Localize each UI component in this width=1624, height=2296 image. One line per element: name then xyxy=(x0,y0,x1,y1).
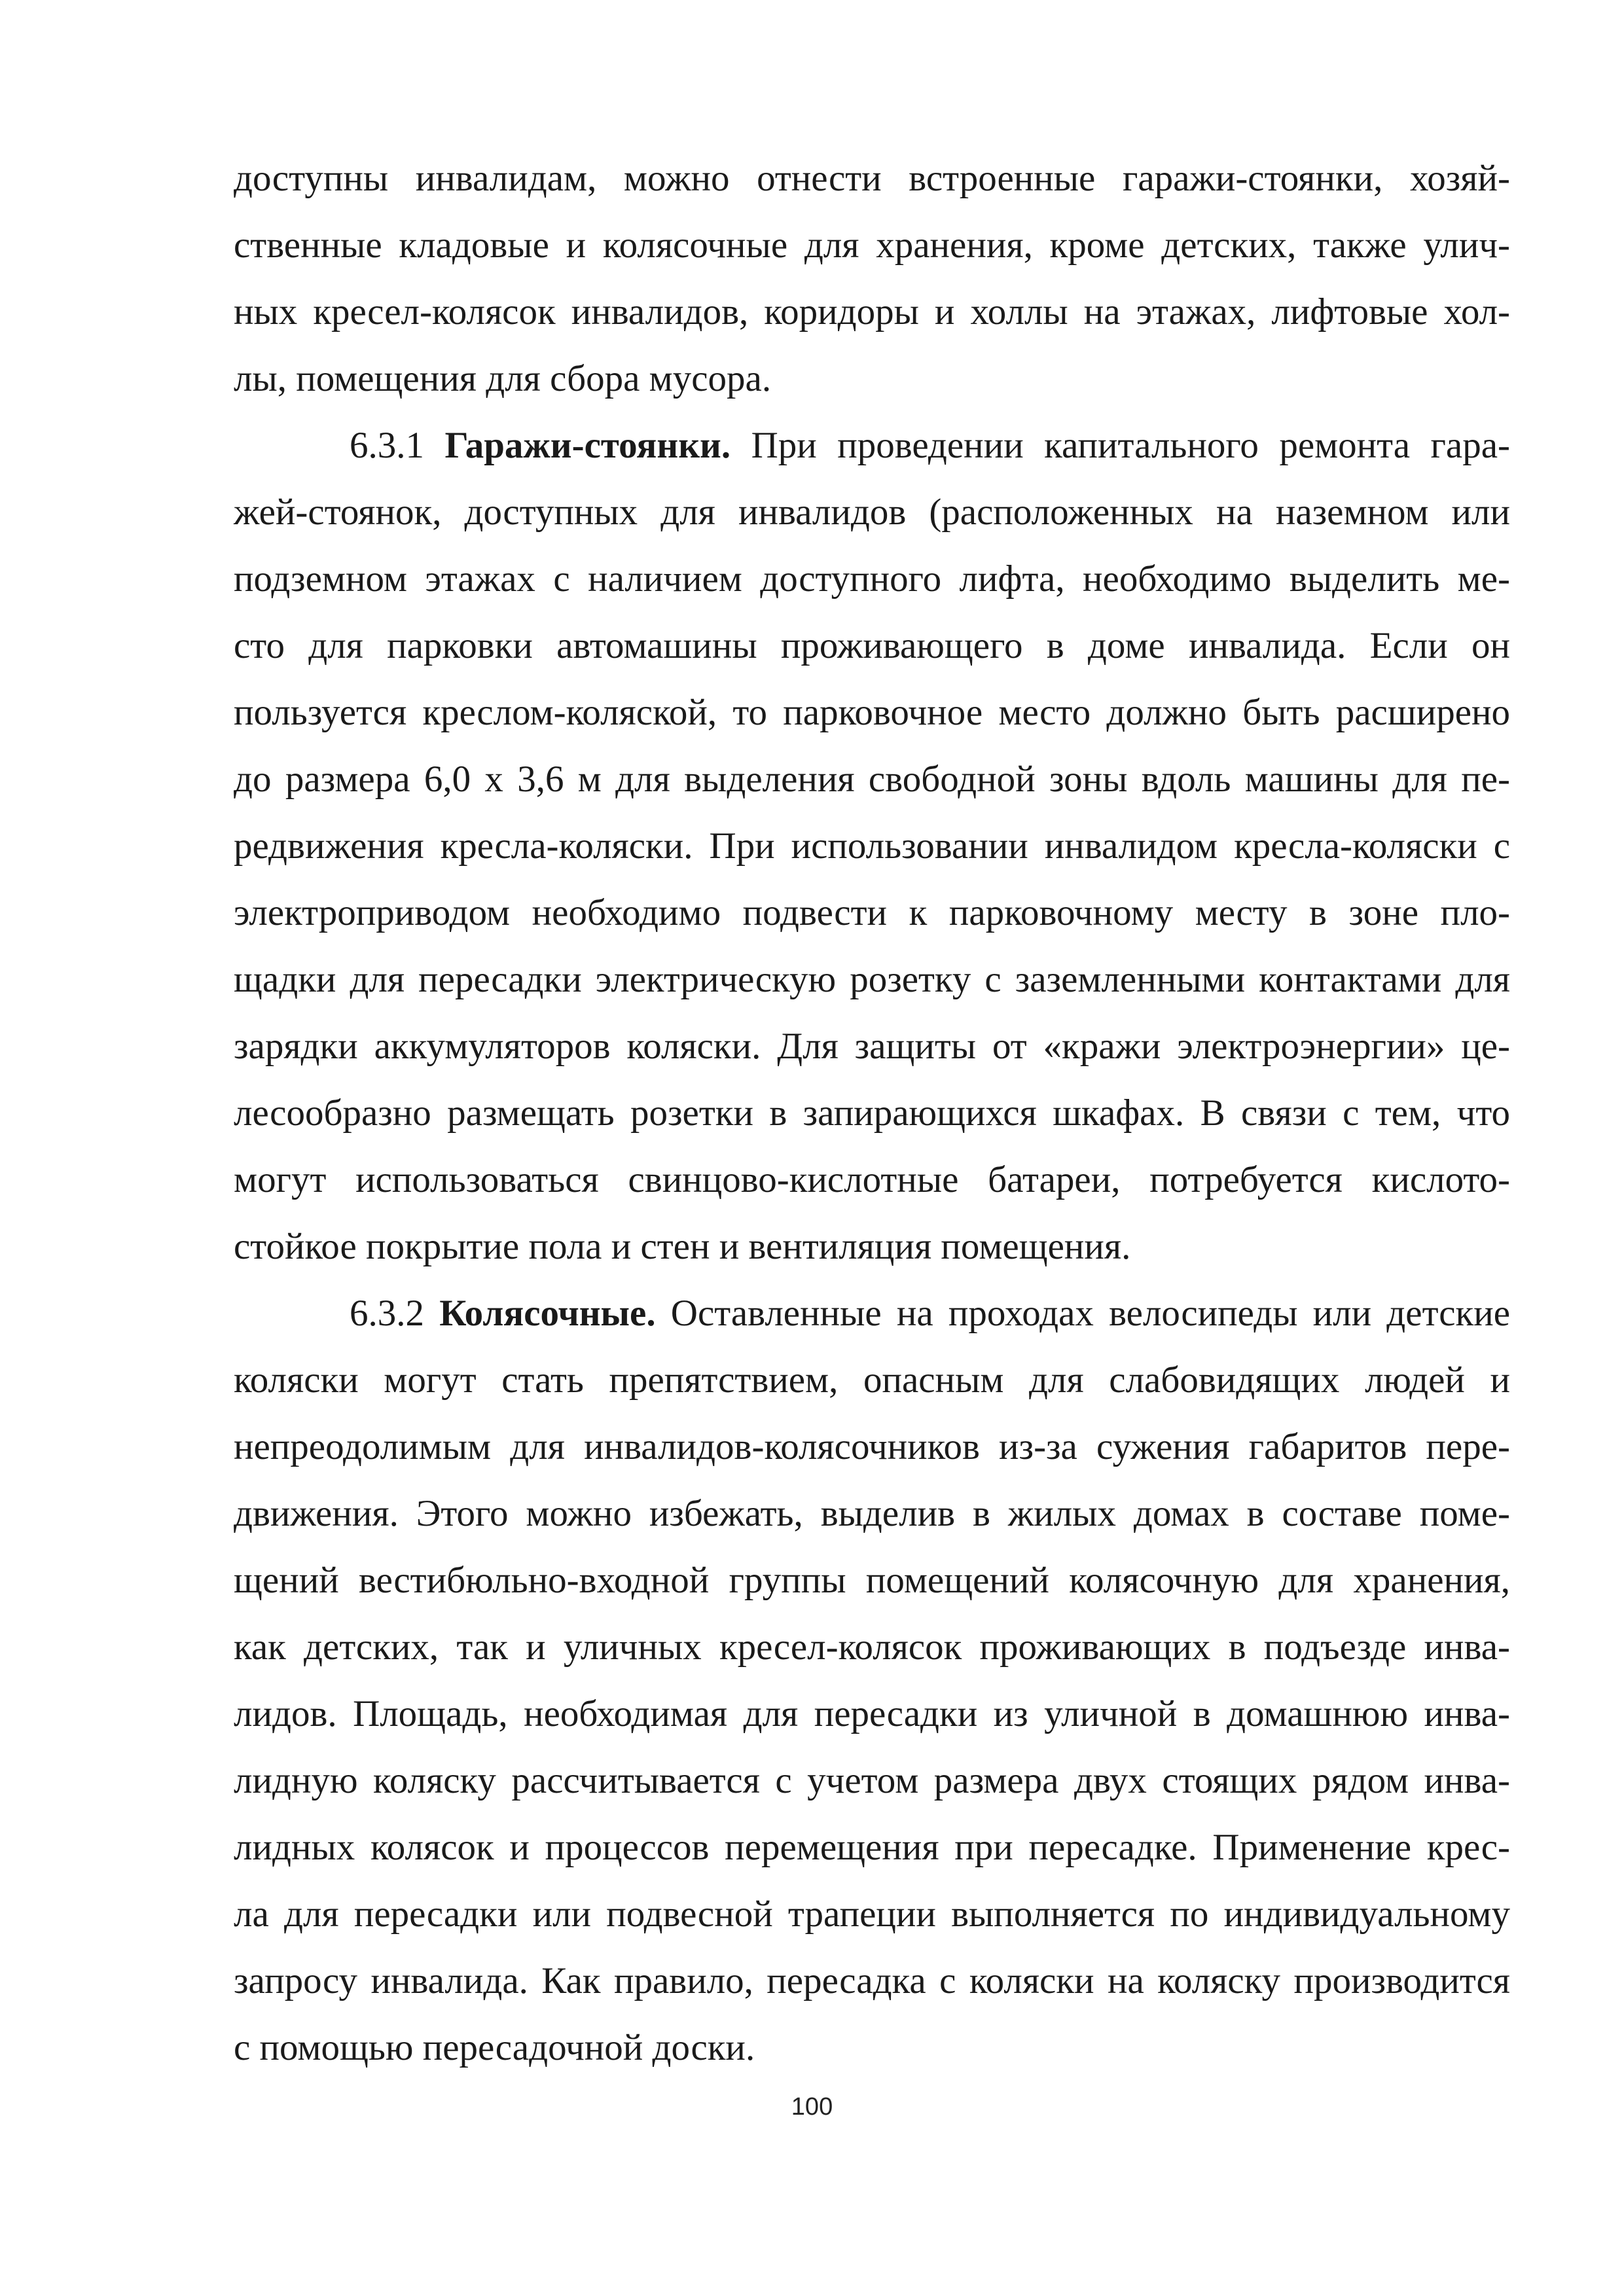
section-number: 6.3.2 xyxy=(350,1293,424,1334)
paragraph-line: с помощью пересадочной доски. xyxy=(234,2027,755,2068)
paragraph-line: ла для пересадки или подвесной трапеции выполняется по индивидуальному xyxy=(234,1893,1510,1935)
intro-line: лы, помещения для сбора мусора. xyxy=(234,358,772,399)
paragraph-text: Оставленные на проходах велосипеды или детские xyxy=(670,1293,1511,1334)
paragraph-line: пользуется креслом-коляской, то парковочное место должно быть расширено xyxy=(234,692,1510,733)
page-number: 100 xyxy=(791,2093,833,2121)
paragraph-line: коляски могут стать препятствием, опасным для слабовидящих людей и xyxy=(234,1359,1510,1401)
paragraph-line: до размера 6,0 х 3,6 м для выделения свободной зоны вдоль машины для пе- xyxy=(234,759,1510,800)
paragraph-line: непреодолимым для инвалидов-колясочников из-за сужения габаритов пере- xyxy=(234,1426,1510,1467)
paragraph-line: движения. Этого можно избежать, выделив в жилых домах в составе поме- xyxy=(234,1493,1510,1534)
paragraph-line: могут использоваться свинцово-кислотные батареи, потребуется кислото- xyxy=(234,1159,1510,1200)
paragraph-line: как детских, так и уличных кресел-колясок проживающих в подъезде инва- xyxy=(234,1626,1510,1668)
paragraph-line: щений вестибюльно-входной группы помещений колясочную для хранения, xyxy=(234,1560,1510,1601)
paragraph-line: лидную коляску рассчитывается с учетом размера двух стоящих рядом инва- xyxy=(234,1760,1510,1801)
body-text xyxy=(234,145,1510,2081)
intro-line: ственные кладовые и колясочные для хранения, кроме детских, также улич- xyxy=(234,224,1510,266)
paragraph-line: стойкое покрытие пола и стен и вентиляция помещения. xyxy=(234,1226,1131,1267)
paragraph-line: подземном этажах с наличием доступного лифта, необходимо выделить ме- xyxy=(234,558,1510,600)
section-heading: Колясочные. xyxy=(439,1293,656,1334)
paragraph-line: лидов. Площадь, необходимая для пересадки из уличной в домашнюю инва- xyxy=(234,1693,1510,1734)
paragraph-line: сто для парковки автомашины проживающего в доме инвалида. Если он xyxy=(234,625,1510,666)
paragraph-line: щадки для пересадки электрическую розетку с заземленными контактами для xyxy=(234,959,1510,1000)
paragraph-line: лидных колясок и процессов перемещения при пересадке. Применение крес- xyxy=(234,1827,1510,1868)
paragraph-line: электроприводом необходимо подвести к парковочному месту в зоне пло- xyxy=(234,892,1510,933)
paragraph-line: редвижения кресла-коляски. При использовании инвалидом кресла-коляски с xyxy=(234,825,1510,867)
intro-line: ных кресел-колясок инвалидов, коридоры и холлы на этажах, лифтовые хол- xyxy=(234,291,1510,332)
section-6-3-1-first-line xyxy=(234,412,1510,479)
paragraph-line: зарядки аккумуляторов коляски. Для защиты от «кражи электроэнергии» це- xyxy=(234,1026,1510,1067)
section-heading: Гаражи-стоянки. xyxy=(444,425,731,466)
paragraph-line: запросу инвалида. Как правило, пересадка с коляски на коляску производится xyxy=(234,1960,1510,2001)
section-number: 6.3.1 xyxy=(350,425,424,466)
section-6-3-2-first-line xyxy=(234,1280,1510,1347)
paragraph-line: лесообразно размещать розетки в запирающихся шкафах. В связи с тем, что xyxy=(234,1092,1510,1134)
paragraph-text: При проведении капитального ремонта гара- xyxy=(751,425,1511,466)
intro-line: доступны инвалидам, можно отнести встроенные гаражи-стоянки, хозяй- xyxy=(234,158,1510,199)
paragraph-line: жей-стоянок, доступных для инвалидов (расположенных на наземном или xyxy=(234,492,1510,533)
